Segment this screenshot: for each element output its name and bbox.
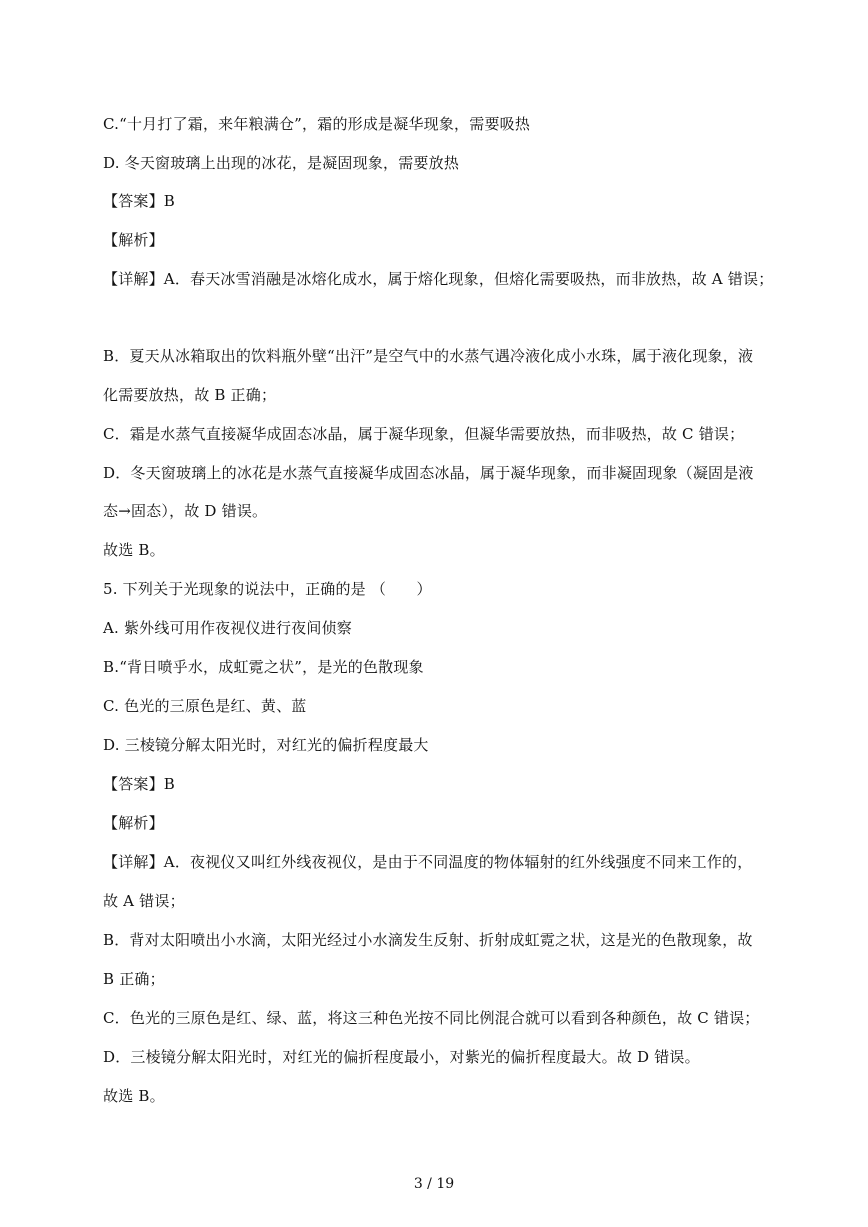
explanation-c-q4: C．霜是水蒸气直接凝华成固态冰晶，属于凝华现象，但凝华需要放热，而非吸热，故 C 错误； (103, 425, 745, 443)
option-d-ice-flower: D. 冬天窗玻璃上出现的冰花，是凝固现象，需要放热 (103, 154, 460, 172)
answer-label-q5: 【答案】B (103, 775, 176, 793)
explanation-a-q4: 【详解】A．春天冰雪消融是冰熔化成水，属于熔化现象，但熔化需要吸热，而非放热，故 A 错误； (103, 270, 774, 288)
question-5-option-a: A. 紫外线可用作夜视仪进行夜间侦察 (103, 619, 352, 637)
explanation-d-q4-line1: D．冬天窗玻璃上的冰花是水蒸气直接凝华成固态冰晶，属于凝华现象，而非凝固现象（凝固是液 (103, 464, 754, 482)
explanation-b-q4-line1: B．夏天从冰箱取出的饮料瓶外壁“出汗”是空气中的水蒸气遇冷液化成小水珠，属于液化现象，液 (103, 347, 754, 365)
explanation-a-q5-line2: 故 A 错误； (103, 892, 185, 910)
explanation-a-q5-line1: 【详解】A．夜视仪又叫红外线夜视仪，是由于不同温度的物体辐射的红外线强度不同来工作的， (103, 853, 753, 871)
explanation-b-q5-line2: B 正确； (103, 970, 165, 988)
analysis-label-q4: 【解析】 (103, 231, 164, 249)
analysis-label-q5: 【解析】 (103, 814, 164, 832)
question-5-stem: 5. 下列关于光现象的说法中，正确的是 （ ） (103, 580, 432, 598)
page-number: 3 / 19 (413, 1176, 455, 1192)
conclusion-q5: 故选 B。 (103, 1087, 165, 1105)
conclusion-q4: 故选 B。 (103, 541, 165, 559)
explanation-c-q5: C．色光的三原色是红、绿、蓝，将这三种色光按不同比例混合就可以看到各种颜色，故 C 错误； (103, 1009, 760, 1027)
question-5-option-b: B.“背日喷乎水，成虹霓之状”，是光的色散现象 (103, 658, 424, 676)
option-c-frost: C.“十月打了霜，来年粮满仓”，霜的形成是凝华现象，需要吸热 (103, 115, 531, 133)
question-5-option-c: C. 色光的三原色是红、黄、蓝 (103, 697, 307, 715)
answer-label-q4: 【答案】B (103, 192, 176, 210)
explanation-d-q5: D．三棱镜分解太阳光时，对红光的偏折程度最小，对紫光的偏折程度最大。故 D 错误。 (103, 1048, 700, 1066)
explanation-b-q4-line2: 化需要放热，故 B 正确； (103, 386, 277, 404)
explanation-d-q4-line2: 态→固态），故 D 错误。 (103, 502, 268, 520)
question-5-option-d: D. 三棱镜分解太阳光时，对红光的偏折程度最大 (103, 736, 429, 754)
explanation-b-q5-line1: B．背对太阳喷出小水滴，太阳光经过小水滴发生反射、折射成虹霓之状，这是光的色散现象，故 (103, 931, 753, 949)
